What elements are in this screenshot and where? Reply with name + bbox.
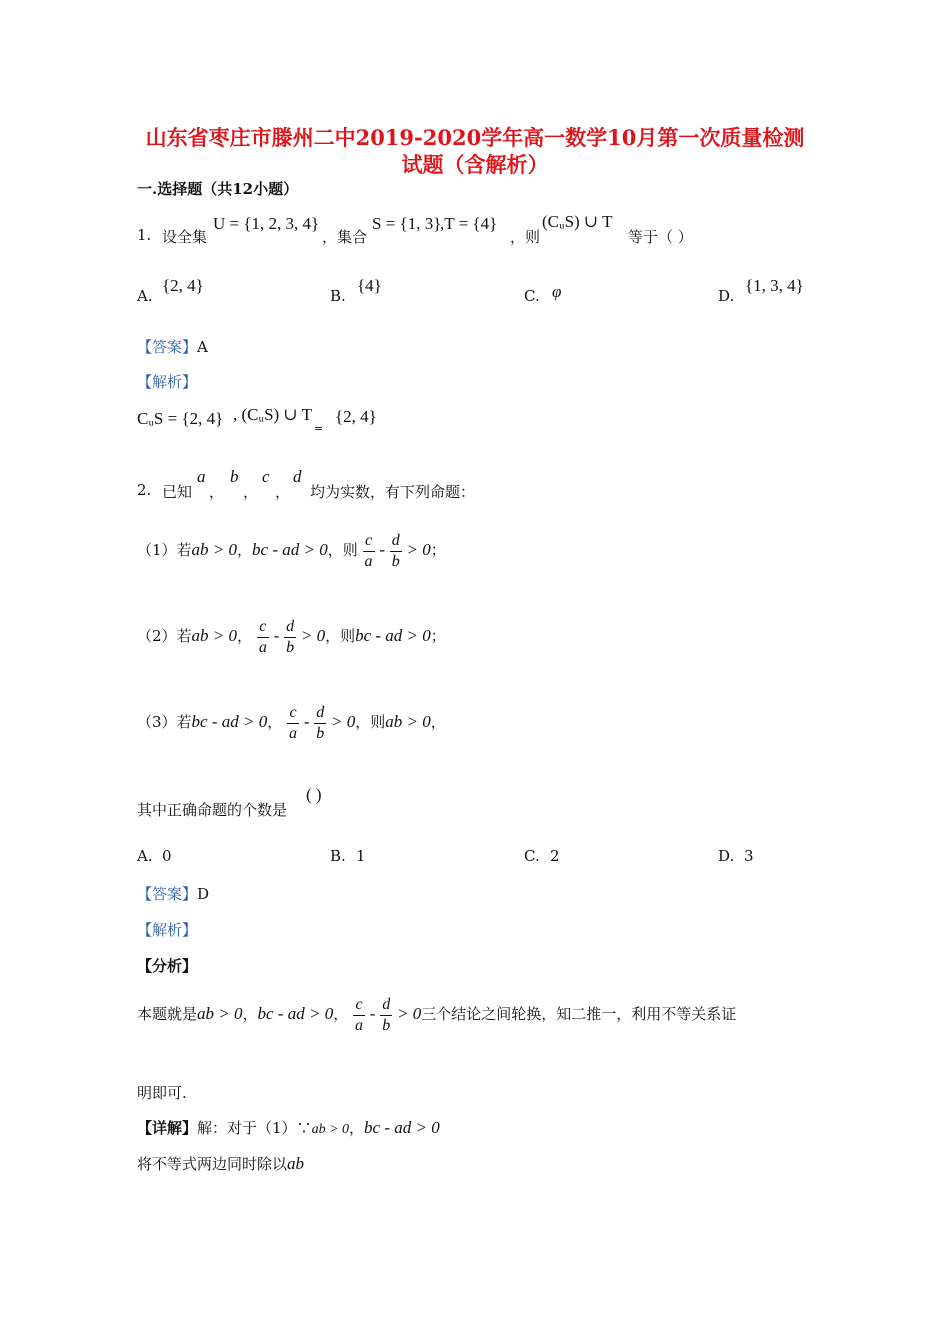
- fenxi-frac-den-b: b: [382, 1016, 391, 1034]
- q2-option-d-value: 3: [744, 847, 754, 865]
- p1-frac-num-d: d: [390, 531, 402, 552]
- q2-comma-2: ，: [243, 483, 259, 501]
- p2-frac-db: [284, 617, 296, 658]
- p1-frac-den-b: b: [391, 552, 400, 570]
- q2-intro-a: 已知: [162, 483, 193, 501]
- p3-frac-ca: [287, 703, 299, 744]
- p2-frac-ca: [257, 617, 269, 658]
- q1-number: 1.: [137, 226, 152, 244]
- q2-option-c-label: C.: [524, 847, 540, 865]
- p2-frac-num-d: d: [284, 617, 296, 638]
- p3-gt0: > 0: [331, 712, 356, 731]
- fenxi-gt0: > 0: [397, 1004, 422, 1023]
- fenxi-b: 三个结论之间轮换，知二推一，利用不等关系证: [421, 1005, 737, 1023]
- p2-ab: ab > 0: [191, 626, 238, 645]
- p3-end: ，: [430, 713, 446, 731]
- q2-fenxi-line: [137, 992, 736, 1036]
- q1-option-d-value: {1, 3, 4}: [745, 276, 804, 295]
- p2-gt0: > 0: [300, 626, 326, 645]
- q1-option-c-label: C.: [524, 287, 540, 305]
- q1-option-a-label: A.: [137, 287, 153, 305]
- q1-expression: (CᵤS) ∪ T: [542, 212, 613, 231]
- p3-minus: -: [303, 712, 310, 731]
- q1-option-c-value: φ: [552, 282, 562, 301]
- q2-analysis-tag: 【解析】: [137, 921, 198, 939]
- q2-var-a: a: [197, 467, 206, 486]
- q2-var-c: c: [262, 467, 270, 486]
- q2-comma-1: ，: [209, 483, 225, 501]
- last-a: 将不等式两边同时除以: [137, 1155, 288, 1173]
- p3-frac-den-b: b: [316, 724, 325, 742]
- p1-frac-ca: [363, 531, 375, 572]
- q2-proposition-3: [137, 700, 446, 744]
- q1-text-a: 设全集: [162, 228, 208, 246]
- p1-semi: ；: [430, 541, 446, 559]
- q2-detail-line: [137, 1117, 440, 1138]
- q2-question-paren: ( ): [306, 785, 322, 804]
- q2-option-b-value: 1: [356, 847, 366, 865]
- q2-answer: D: [197, 885, 210, 903]
- q1-solution-eq: =: [314, 422, 324, 435]
- p3-frac-den-a: a: [289, 724, 298, 742]
- p3-frac-num-c: c: [287, 703, 299, 724]
- p1-ab: ab > 0: [191, 540, 238, 559]
- p2-frac-den-b: b: [286, 638, 295, 656]
- q2-option-a-label: A.: [137, 847, 153, 865]
- q1-solution-b: , (CᵤS) ∪ T: [233, 405, 313, 424]
- q2-option-d-label: D.: [718, 847, 735, 865]
- fenxi-frac-ca: [353, 995, 365, 1036]
- p1-then: ，则: [327, 541, 358, 559]
- q1-answer-tag: 【答案】: [137, 338, 198, 356]
- q2-last-line: [137, 1153, 304, 1174]
- p3-bc-ad: bc - ad > 0: [191, 712, 268, 731]
- page-subtitle: 试题（含解析）: [401, 152, 549, 177]
- p1-label: （1）若: [137, 541, 192, 559]
- q1-analysis-tag: 【解析】: [137, 373, 198, 391]
- p1-sep: ，: [237, 541, 253, 559]
- q2-fenxi-tag: 【分析】: [137, 957, 198, 975]
- p1-gt0: > 0: [406, 540, 431, 559]
- q1-option-d-label: D.: [718, 287, 735, 305]
- p2-sep: ，: [237, 627, 253, 645]
- fenxi-ab: ab > 0: [197, 1004, 243, 1023]
- q1-set-s: S = {1, 3}: [372, 214, 442, 233]
- q2-question: 其中正确命题的个数是: [137, 801, 288, 819]
- detail-bc-ad: bc - ad > 0: [364, 1118, 440, 1137]
- section-heading: 一.选择题（共12小题）: [137, 180, 299, 198]
- p1-bc-ad: bc - ad > 0: [252, 540, 328, 559]
- q2-var-b: b: [230, 467, 239, 486]
- q1-text-d: 等于（ ）: [628, 228, 693, 246]
- p3-frac-num-d: d: [314, 703, 326, 724]
- q2-option-b-label: B.: [330, 847, 346, 865]
- p2-bc-ad: bc - ad > 0: [355, 626, 431, 645]
- fenxi-frac-num-d: d: [380, 995, 392, 1016]
- fenxi-bc-ad: bc - ad > 0: [257, 1004, 334, 1023]
- q2-proposition-1: [137, 528, 446, 572]
- q2-fenxi-c: 明即可.: [137, 1084, 187, 1102]
- q2-intro-b: 均为实数，有下列命题：: [310, 483, 476, 501]
- p1-frac-num-c: c: [363, 531, 375, 552]
- q2-option-a-value: 0: [162, 847, 172, 865]
- q1-option-b-label: B.: [330, 287, 346, 305]
- q1-set-t: ,T = {4}: [440, 214, 498, 233]
- p2-frac-den-a: a: [258, 638, 267, 656]
- fenxi-frac-den-a: a: [355, 1016, 363, 1034]
- q1-text-c: ，则: [510, 228, 541, 246]
- q1-option-b-value: {4}: [357, 276, 382, 295]
- p1-frac-den-a: a: [364, 552, 373, 570]
- detail-tag: 【详解】: [137, 1119, 198, 1137]
- p1-minus: -: [379, 540, 385, 559]
- detail-a: 解：对于（1）∵: [197, 1119, 312, 1137]
- fenxi-sep1: ，: [242, 1005, 258, 1023]
- detail-sep: ，: [349, 1119, 365, 1137]
- fenxi-a: 本题就是: [137, 1005, 198, 1023]
- fenxi-frac-db: [380, 995, 392, 1036]
- p2-semi: ；: [430, 627, 446, 645]
- fenxi-minus: -: [369, 1004, 376, 1023]
- q1-solution-c: {2, 4}: [335, 407, 377, 426]
- q1-solution-a: CᵤS = {2, 4}: [137, 409, 224, 428]
- fenxi-frac-num-c: c: [353, 995, 365, 1016]
- last-ab: ab: [287, 1154, 305, 1173]
- q1-text-b: ，集合: [322, 228, 368, 246]
- q1-universal-set: U = {1, 2, 3, 4}: [213, 214, 320, 233]
- p3-then: ，则: [355, 713, 386, 731]
- q2-option-c-value: 2: [550, 847, 560, 865]
- p3-label: （3）若: [137, 713, 192, 731]
- q2-var-d: d: [293, 467, 302, 486]
- p2-minus: -: [273, 626, 280, 645]
- p3-frac-db: [314, 703, 326, 744]
- q2-number: 2.: [137, 481, 152, 499]
- p2-then: ，则: [325, 627, 356, 645]
- q2-comma-3: ，: [275, 483, 291, 501]
- p3-ab: ab > 0: [385, 712, 431, 731]
- p3-sep: ，: [267, 713, 283, 731]
- p2-label: （2）若: [137, 627, 192, 645]
- q1-option-a-value: {2, 4}: [162, 276, 204, 295]
- p1-frac-db: [390, 531, 402, 572]
- detail-ab: ab > 0: [311, 1122, 350, 1137]
- page-title: 山东省枣庄市滕州二中2019-2020学年高一数学10月第一次质量检测: [145, 125, 805, 150]
- fenxi-sep2: ，: [333, 1005, 349, 1023]
- p2-frac-num-c: c: [257, 617, 269, 638]
- q1-answer: A: [197, 338, 208, 356]
- q2-proposition-2: [137, 614, 446, 658]
- q2-answer-tag: 【答案】: [137, 885, 198, 903]
